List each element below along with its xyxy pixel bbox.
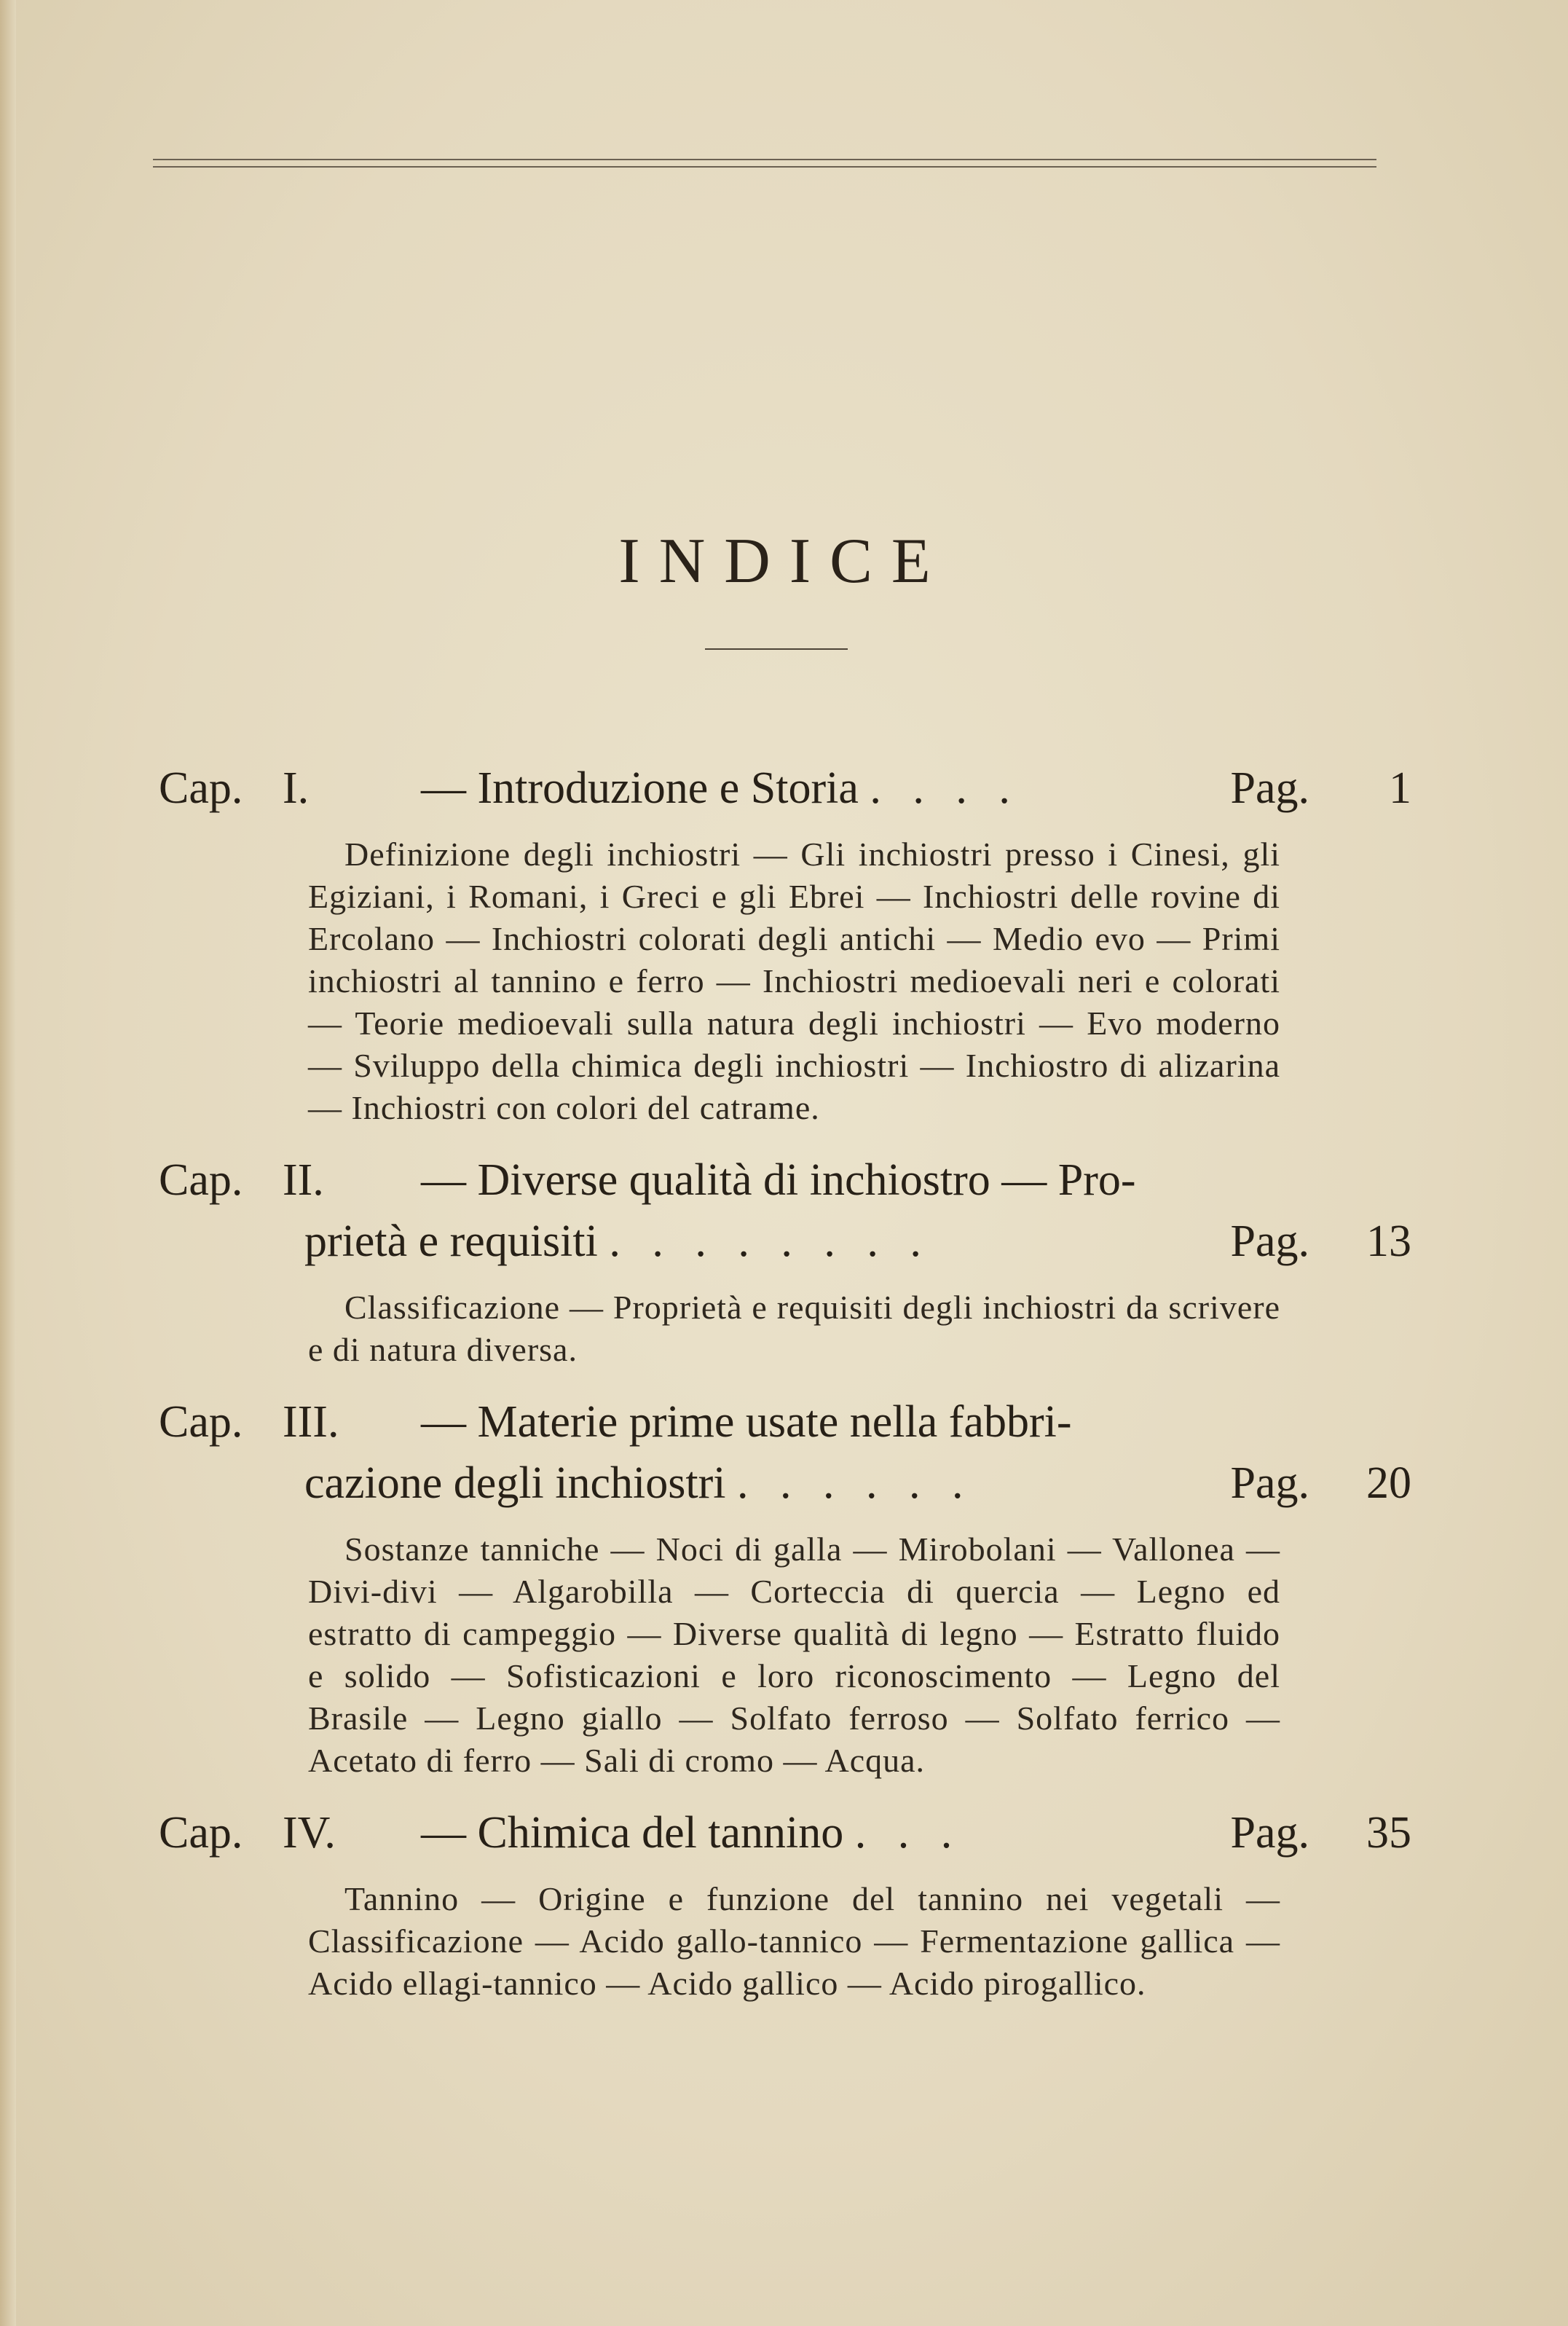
chapter-summary bbox=[159, 1528, 1411, 1782]
toc-entry-chapter-4 bbox=[159, 1802, 1411, 2005]
page-label: Pag. bbox=[1230, 1458, 1309, 1508]
chapter-heading bbox=[159, 758, 1411, 819]
chapter-summary bbox=[159, 1286, 1411, 1371]
chapter-number: II. bbox=[283, 1155, 324, 1205]
chapter-label: Cap. bbox=[159, 1397, 243, 1447]
page-label: Pag. bbox=[1230, 1808, 1309, 1858]
toc-entry-chapter-2 bbox=[159, 1150, 1411, 1371]
chapter-label: Cap. bbox=[159, 1808, 243, 1858]
leader-dots: . . . . bbox=[870, 763, 1020, 813]
chapter-number: III. bbox=[283, 1397, 339, 1447]
chapter-title-continued: prietà e requisiti bbox=[304, 1217, 598, 1266]
chapter-number: I. bbox=[283, 763, 310, 813]
chapter-summary-text: Sostanze tanniche — Noci di galla — Mirobolani — Vallonea — Divi-divi — Algarobilla — Corteccia di quercia — Legno ed estratto di campeggio — Diverse qualità di legno — Estratto fluido e solido — Sofisticazioni e loro riconoscimento — Legno del Brasile — Legno giallo — Solfato ferroso — Solfato ferrico — Acetato di ferro — Sali di cromo — Acqua. bbox=[308, 1531, 1280, 1779]
title-rule bbox=[705, 648, 848, 650]
chapter-label: Cap. bbox=[159, 1155, 243, 1205]
chapter-title: — Materie prime usate nella fabbri- bbox=[421, 1397, 1072, 1447]
leader-dots: . . . . . . . . bbox=[609, 1217, 931, 1266]
leader-dots: . . . bbox=[854, 1808, 963, 1858]
chapter-title: — Introduzione e Storia bbox=[421, 763, 859, 813]
table-of-contents bbox=[159, 758, 1411, 2025]
chapter-summary-text: Classificazione — Proprietà e requisiti degli inchiostri da scrivere e di natura diversa. bbox=[308, 1289, 1280, 1368]
page-label: Pag. bbox=[1230, 763, 1309, 813]
page-number: 1 bbox=[1389, 763, 1411, 813]
page-number: 20 bbox=[1366, 1458, 1411, 1508]
chapter-title-continued: cazione degli inchiostri bbox=[304, 1458, 726, 1508]
toc-entry-chapter-3 bbox=[159, 1391, 1411, 1782]
chapter-summary-text: Definizione degli inchiostri — Gli inchiostri presso i Cinesi, gli Egiziani, i Romani, i Greci e gli Ebrei — Inchiostri delle rovine di Ercolano — Inchiostri colorati degli antichi — Medio evo — Primi inchiostri al tannino e ferro — Inchiostri medioevali neri e colorati — Teorie medioevali sulla natura degli inchiostri — Evo moderno — Sviluppo della chimica degli inchiostri — Inchiostro di alizarina — Inchiostri con colori del catrame. bbox=[308, 836, 1280, 1126]
chapter-title: — Diverse qualità di inchiostro — Pro- bbox=[421, 1155, 1136, 1205]
chapter-heading bbox=[159, 1802, 1411, 1863]
chapter-title: — Chimica del tannino bbox=[421, 1808, 844, 1858]
leader-dots: . . . . . . bbox=[736, 1458, 974, 1508]
toc-entry-chapter-1 bbox=[159, 758, 1411, 1129]
chapter-number: IV. bbox=[283, 1808, 336, 1858]
page-label: Pag. bbox=[1230, 1217, 1309, 1266]
chapter-summary-text: Tannino — Origine e funzione del tannino nei vegetali — Classificazione — Acido gallo-tannico — Fermentazione gallica — Acido ellagi-tannico — Acido gallico — Acido pirogallico. bbox=[308, 1880, 1280, 2002]
page-title: INDICE bbox=[618, 526, 950, 597]
chapter-summary bbox=[159, 1878, 1411, 2005]
chapter-heading bbox=[159, 1391, 1411, 1514]
page-edge bbox=[0, 0, 16, 2326]
chapter-summary bbox=[159, 833, 1411, 1129]
page-number: 35 bbox=[1366, 1808, 1411, 1858]
chapter-label: Cap. bbox=[159, 763, 243, 813]
page-number: 13 bbox=[1366, 1217, 1411, 1266]
chapter-heading bbox=[159, 1150, 1411, 1272]
top-double-rule bbox=[153, 159, 1376, 168]
